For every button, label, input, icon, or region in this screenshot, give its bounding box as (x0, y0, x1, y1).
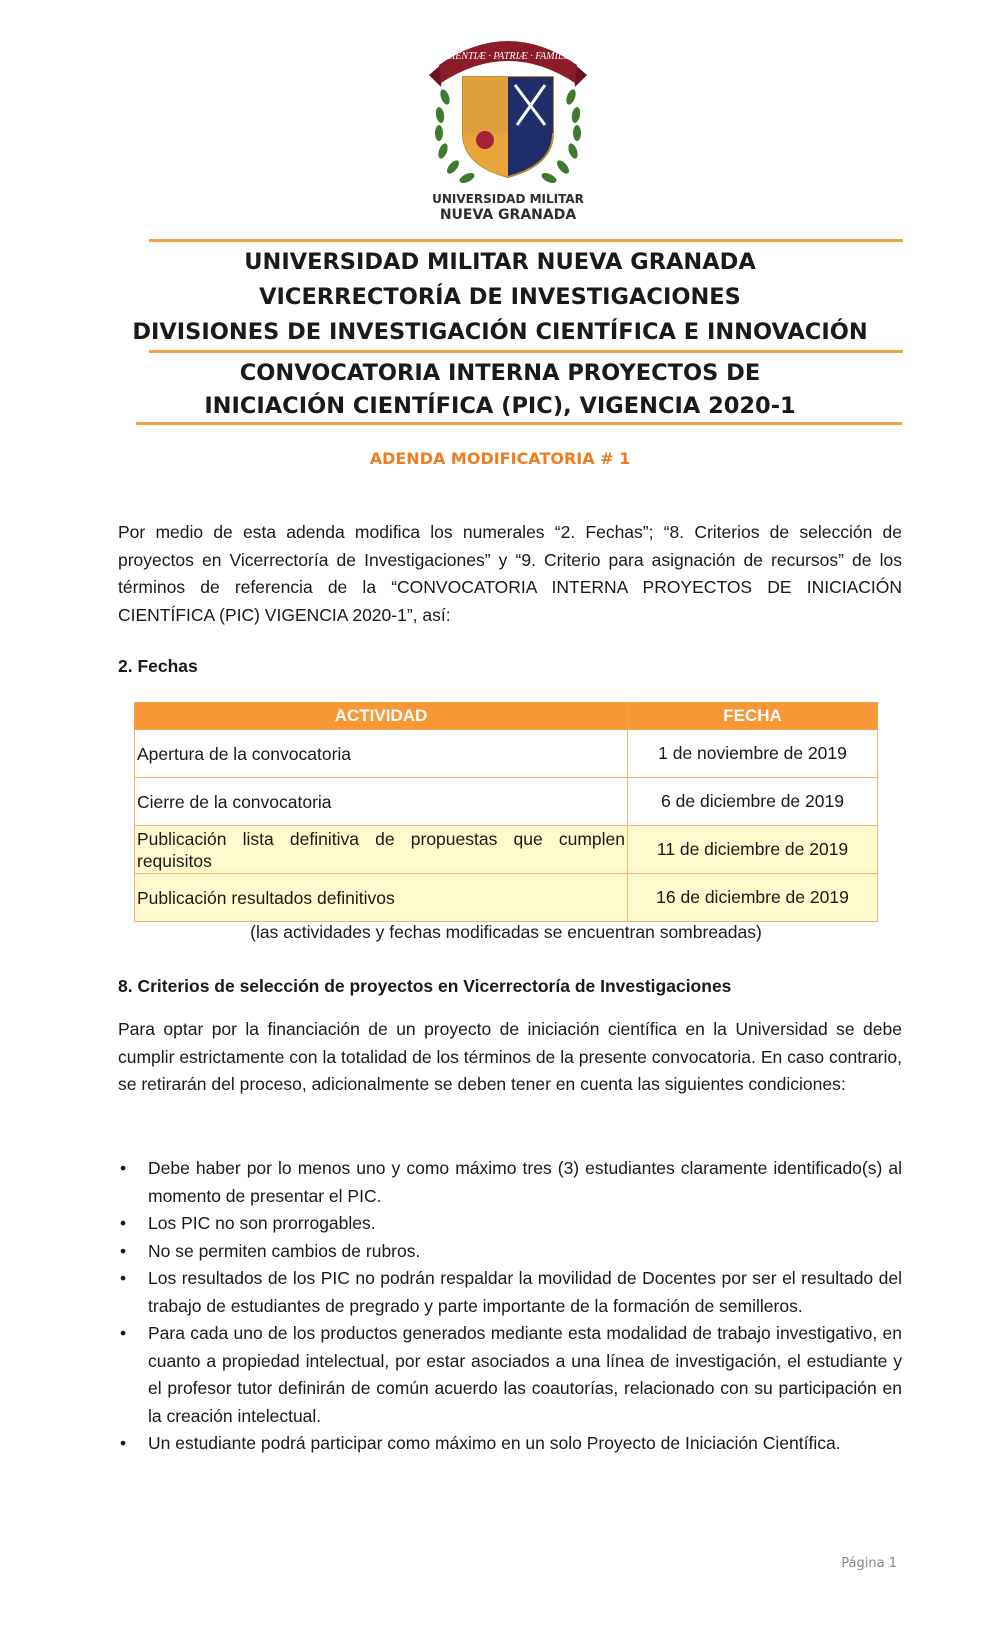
date-cell: 16 de diciembre de 2019 (628, 874, 878, 922)
svg-text:NUEVA GRANADA: NUEVA GRANADA (439, 207, 577, 221)
header-vicerrectoria: VICERRECTORÍA DE INVESTIGACIONES (259, 284, 741, 310)
university-logo (425, 25, 591, 221)
section-8-title: 8. Criterios de selección de proyectos en Vicerrectoría de Investigaciones (118, 976, 732, 996)
header-rule-bottom (136, 422, 902, 425)
table-row-shaded (135, 874, 878, 922)
dates-table (134, 702, 878, 922)
list-item (118, 1238, 902, 1266)
activity-cell: Publicación resultados definitivos (135, 874, 628, 922)
bullet-icon: • (120, 1213, 127, 1233)
bullet-icon: • (120, 1240, 127, 1261)
list-item (118, 1430, 902, 1458)
bullet-icon: • (120, 1268, 127, 1288)
table-caption: (las actividades y fechas modificadas se encuentran sombreadas) (250, 922, 762, 942)
column-activity: ACTIVIDAD (135, 703, 628, 730)
dates-table-header (135, 703, 878, 730)
list-item-text: No se permiten cambios de rubros. (148, 1240, 421, 1261)
activity-cell: Publicación lista definitiva de propuestas que cumplen requisitos (135, 826, 628, 874)
table-row-shaded (135, 826, 878, 874)
intro-paragraph: Por medio de esta adenda modifica los numerales “2. Fechas”; “8. Criterios de selección de proyectos en Vicerrectoría de Investigaciones” y “9. Criterio para asignación de recursos” de los términos de referencia de la “CONVOCATORIA INTERNA PROYECTOS DE INICIACIÓN CIENTÍFICA (PIC) VIGENCIA 2020-1”, así: (118, 522, 902, 625)
date-cell: 1 de noviembre de 2019 (628, 730, 878, 778)
svg-text:UNIVERSIDAD MILITAR: UNIVERSIDAD MILITAR (432, 192, 584, 206)
university-crest-icon (425, 25, 591, 221)
page-number: Página 1 (841, 1556, 897, 1571)
section-8-paragraph: Para optar por la financiación de un proyecto de iniciación científica en la Universidad se debe cumplir estrictamente con la totalidad de los términos de la presente convocatoria. En caso contrario, se retirarán del proceso, adicionalmente se deben tener en cuenta las siguientes condiciones: (118, 1019, 902, 1094)
list-item (118, 1155, 902, 1210)
svg-text:SCIENTIÆ · PATRIÆ · FAMILIÆ: SCIENTIÆ · PATRIÆ · FAMILIÆ (440, 51, 576, 62)
list-item (118, 1210, 902, 1238)
conditions-list (118, 1155, 902, 1458)
date-cell: 11 de diciembre de 2019 (628, 826, 878, 874)
bullet-icon: • (120, 1158, 127, 1178)
header-divisiones: DIVISIONES DE INVESTIGACIÓN CIENTÍFICA E INNOVACIÓN (132, 319, 868, 345)
list-item-text: Los resultados de los PIC no podrán respaldar la movilidad de Docentes por ser el resultado del trabajo de estudiantes de pregrado y parte importante de la formación de semilleros. (148, 1268, 902, 1316)
activity-cell: Cierre de la convocatoria (135, 778, 628, 826)
header-rule-top (149, 239, 903, 242)
section-2-title: 2. Fechas (118, 656, 198, 676)
list-item-text: Debe haber por lo menos uno y como máximo tres (3) estudiantes claramente identificado(s) al momento de presentar el PIC. (148, 1158, 902, 1206)
header-university: UNIVERSIDAD MILITAR NUEVA GRANADA (244, 249, 756, 275)
list-item-text: Para cada uno de los productos generados mediante esta modalidad de trabajo investigativo, en cuanto a propiedad intelectual, por estar asociados a una línea de investigación, el estudiante y el profesor tutor definirán de común acuerdo las coautorías, relacionado con su participación en la creación intelectual. (148, 1323, 902, 1426)
table-row (135, 730, 878, 778)
list-item-text: Los PIC no son prorrogables. (148, 1213, 376, 1233)
list-item (118, 1320, 902, 1430)
bullet-icon: • (120, 1433, 127, 1453)
call-title-line2: INICIACIÓN CIENTÍFICA (PIC), VIGENCIA 2020-1 (204, 393, 796, 419)
list-item (118, 1265, 902, 1320)
column-date: FECHA (628, 703, 878, 730)
call-title-line1: CONVOCATORIA INTERNA PROYECTOS DE (239, 360, 761, 386)
header-rule-middle (149, 350, 903, 353)
bullet-icon: • (120, 1323, 127, 1343)
list-item-text: Un estudiante podrá participar como máximo en un solo Proyecto de Iniciación Científica. (148, 1433, 841, 1453)
activity-cell: Apertura de la convocatoria (135, 730, 628, 778)
date-cell: 6 de diciembre de 2019 (628, 778, 878, 826)
table-row (135, 778, 878, 826)
addendum-title: ADENDA MODIFICATORIA # 1 (369, 449, 631, 468)
